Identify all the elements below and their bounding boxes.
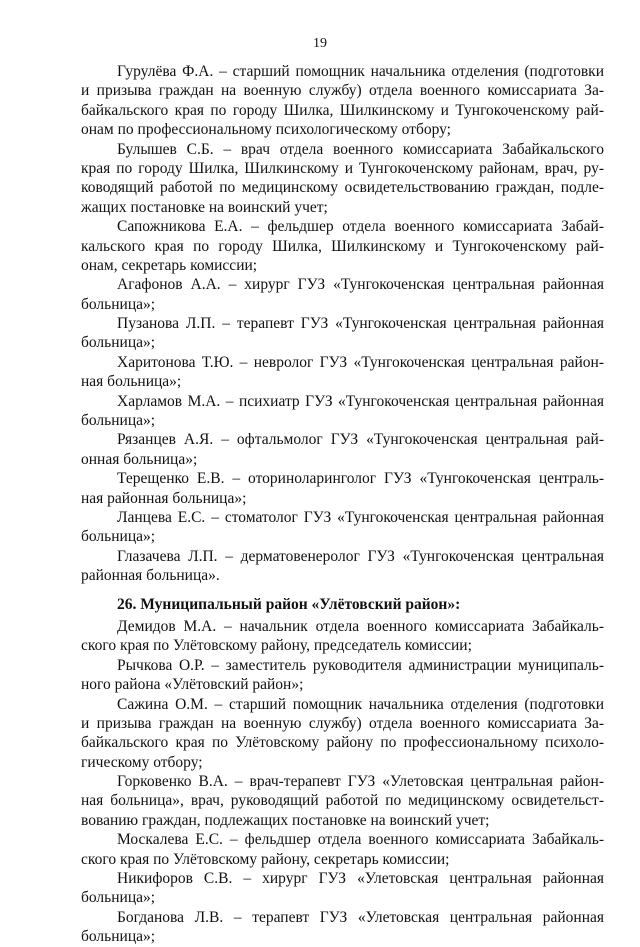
- text-line: ного района «Улётовский район»;: [81, 676, 304, 694]
- text-line: Булышев С.Б. – врач отдела военного комиссариата Забайкальского: [117, 140, 604, 158]
- text-line: байкальского края по городу Шилка, Шилкинскому и Тунгокоченскому рай-: [81, 101, 604, 119]
- text-line: Терещенко Е.В. – оториноларинголог ГУЗ «Тунгокоченская централь-: [117, 470, 604, 488]
- text-line: ная больница», врач, руководящий работой по медицинскому освидетельст-: [81, 792, 604, 810]
- text-line: ководящий работой по медицинскому освидетельствованию граждан, подле-: [81, 179, 604, 197]
- text-line: Сапожникова Е.А. – фельдшер отдела военного комиссариата Забай-: [117, 218, 604, 236]
- text-line: края по городу Шилка, Шилкинскому и Тунгокоченскому районам, врач, ру-: [81, 159, 604, 177]
- members-list-uletovsky: [81, 617, 604, 947]
- members-list-tungokochensky: [81, 62, 604, 586]
- text-line: Сажина О.М. – старший помощник начальника отделения (подготовки: [117, 695, 604, 713]
- text-line: больница»;: [81, 928, 156, 946]
- text-line: Богданова Л.В. – терапевт ГУЗ «Улетовская центральная районная: [117, 908, 604, 926]
- text-line: онам по профессиональному психологическому отбору;: [81, 121, 451, 139]
- text-line: районная больница».: [81, 567, 220, 585]
- text-line: больница»;: [81, 889, 156, 907]
- text-line: ная районная больница»;: [81, 489, 247, 507]
- text-line: и призыва граждан на военную службу) отдела военного комиссариата За-: [81, 82, 604, 100]
- text-line: Рычкова О.Р. – заместитель руководителя администрации муниципаль-: [117, 656, 604, 674]
- text-line: больница»;: [81, 412, 156, 430]
- text-line: Горковенко В.А. – врач-терапевт ГУЗ «Улетовская центральная район-: [117, 773, 604, 791]
- text-line: Пузанова Л.П. – терапевт ГУЗ «Тунгокоченская центральная районная: [117, 315, 604, 333]
- text-line: Ланцева Е.С. – стоматолог ГУЗ «Тунгокоченская центральная районная: [117, 508, 604, 526]
- text-line: онная больница»;: [81, 450, 198, 468]
- text-line: жащих постановке на воинский учет;: [81, 198, 328, 216]
- text-line: кальского края по городу Шилка, Шилкинскому и Тунгокоченскому рай-: [81, 237, 604, 255]
- text-line: Харламов М.А. – психиатр ГУЗ «Тунгокоченская центральная районная: [117, 392, 604, 410]
- text-line: больница»;: [81, 528, 156, 546]
- text-line: вованию граждан, подлежащих постановке на воинский учет;: [81, 811, 490, 829]
- text-line: больница»;: [81, 334, 156, 352]
- text-line: ского края по Улётовскому району, председатель комиссии;: [81, 637, 472, 655]
- text-line: ского края по Улётовскому району, секретарь комиссии;: [81, 850, 450, 868]
- document-body: [81, 62, 604, 947]
- text-line: онам, секретарь комиссии;: [81, 256, 258, 274]
- page-number: 19: [313, 36, 327, 51]
- text-line: байкальского края по Улётовскому району по профессиональному психоло-: [81, 734, 604, 752]
- text-line: и призыва граждан на военную службу) отдела военного комиссариата За-: [81, 714, 604, 732]
- text-line: Агафонов А.А. – хирург ГУЗ «Тунгокоченская центральная районная: [117, 276, 604, 294]
- text-line: Демидов М.А. – начальник отдела военного комиссариата Забайкаль-: [117, 617, 604, 635]
- text-line: Никифоров С.В. – хирург ГУЗ «Улетовская центральная районная: [117, 870, 604, 888]
- text-line: гическому отбору;: [81, 753, 203, 771]
- text-line: Гурулёва Ф.А. – старший помощник начальника отделения (подготовки: [117, 63, 604, 80]
- text-line: больница»;: [81, 295, 156, 313]
- text-line: Харитонова Т.Ю. – невролог ГУЗ «Тунгокоченская центральная район-: [117, 353, 604, 371]
- text-line: ная больница»;: [81, 373, 182, 391]
- text-line: Глазачева Л.П. – дерматовенеролог ГУЗ «Тунгокоченская центральная: [117, 547, 604, 565]
- section-heading: 26. Муниципальный район «Улётовский район»:: [117, 595, 461, 613]
- text-line: Москалева Е.С. – фельдшер отдела военного комиссариата Забайкаль-: [117, 831, 604, 849]
- text-line: Рязанцев А.Я. – офтальмолог ГУЗ «Тунгокоченская центральная рай-: [117, 431, 604, 449]
